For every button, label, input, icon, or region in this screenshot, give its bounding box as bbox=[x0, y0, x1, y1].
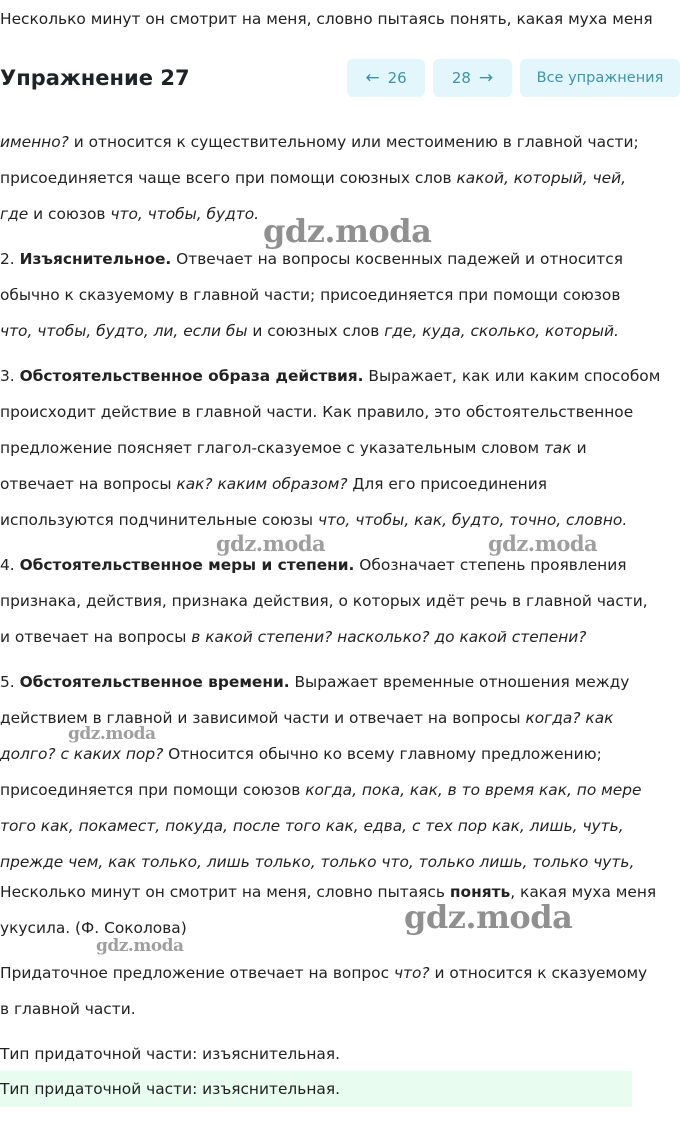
text-line: в главной части. bbox=[0, 1000, 136, 1018]
text-line: долго? с каких пор? Относится обычно ко всему главному предложению; bbox=[0, 745, 602, 763]
item-3: 3. Обстоятельственное образа действия. Выражает, как или каким способом bbox=[0, 367, 661, 385]
item-5: 5. Обстоятельственное времени. Выражает временные отношения между bbox=[0, 673, 630, 691]
watermark-logo: gdz.moda bbox=[68, 724, 156, 744]
answer-explanation: Придаточное предложение отвечает на вопрос что? и относится к сказуемому bbox=[0, 964, 648, 982]
arrow-left-icon: ← bbox=[365, 67, 380, 88]
prev-exercise-button[interactable] bbox=[347, 59, 425, 97]
arrow-right-icon: → bbox=[478, 67, 494, 88]
answer-type-highlighted: Тип придаточной части: изъяснительная. bbox=[0, 1080, 340, 1098]
text-line: происходит действие в главной части. Как правило, это обстоятельственное bbox=[0, 403, 634, 421]
all-exercises-label: Все упражнения bbox=[536, 70, 664, 86]
exercise-sentence: Несколько минут он смотрит на меня, словно пытаясь понять, какая муха меня bbox=[0, 883, 657, 901]
text-line: отвечает на вопросы как? каким образом? Для его присоединения bbox=[0, 475, 547, 493]
text-line: прежде чем, как только, лишь только, только что, только лишь, только чуть, bbox=[0, 853, 635, 871]
watermark-logo: gdz.moda bbox=[263, 212, 432, 250]
watermark-logo: gdz.moda bbox=[96, 936, 184, 956]
text-line: и отвечает на вопросы в какой степени? насколько? до какой степени? bbox=[0, 628, 587, 646]
text-line: присоединяется чаще всего при помощи союзных слов какой, который, чей, bbox=[0, 169, 627, 187]
item-4: 4. Обстоятельственное меры и степени. Обозначает степень проявления bbox=[0, 556, 627, 574]
text-line: что, чтобы, будто, ли, если бы и союзных слов где, куда, сколько, который. bbox=[0, 322, 619, 340]
watermark-logo: gdz.moda bbox=[404, 898, 573, 936]
partial-sentence-top: Несколько минут он смотрит на меня, словно пытаясь понять, какая муха меня bbox=[0, 10, 653, 28]
text-line: где и союзов что, чтобы, будто. bbox=[0, 205, 260, 223]
next-exercise-label: 28 bbox=[451, 69, 471, 87]
all-exercises-button[interactable] bbox=[520, 59, 680, 97]
answer-type: Тип придаточной части: изъяснительная. bbox=[0, 1045, 340, 1063]
watermark-logo: gdz.moda bbox=[488, 531, 598, 556]
text-line: признака, действия, признака действия, о которых идёт речь в главной части, bbox=[0, 592, 648, 610]
item-2: 2. Изъяснительное. Отвечает на вопросы косвенных падежей и относится bbox=[0, 250, 623, 268]
text-line: именно? и относится к существительному или местоимению в главной части; bbox=[0, 133, 639, 151]
next-exercise-button[interactable] bbox=[433, 59, 512, 97]
exercise-header bbox=[0, 58, 680, 100]
text-line: укусила. (Ф. Соколова) bbox=[0, 919, 187, 937]
text-line: того как, покамест, покуда, после того как, едва, с тех пор как, лишь, чуть, bbox=[0, 817, 624, 835]
text-line: используются подчинительные союзы что, чтобы, как, будто, точно, словно. bbox=[0, 511, 628, 529]
text-line: присоединяется при помощи союзов когда, пока, как, в то время как, по мере bbox=[0, 781, 642, 799]
text-line: действием в главной и зависимой части и отвечает на вопросы когда? как bbox=[0, 709, 614, 727]
text-line: предложение поясняет глагол-сказуемое с указательным словом так и bbox=[0, 439, 587, 457]
page-title: Упражнение 27 bbox=[0, 66, 190, 90]
watermark-logo: gdz.moda bbox=[216, 531, 326, 556]
text-line: обычно к сказуемому в главной части; присоединяется при помощи союзов bbox=[0, 286, 621, 304]
prev-exercise-label: 26 bbox=[387, 69, 407, 87]
